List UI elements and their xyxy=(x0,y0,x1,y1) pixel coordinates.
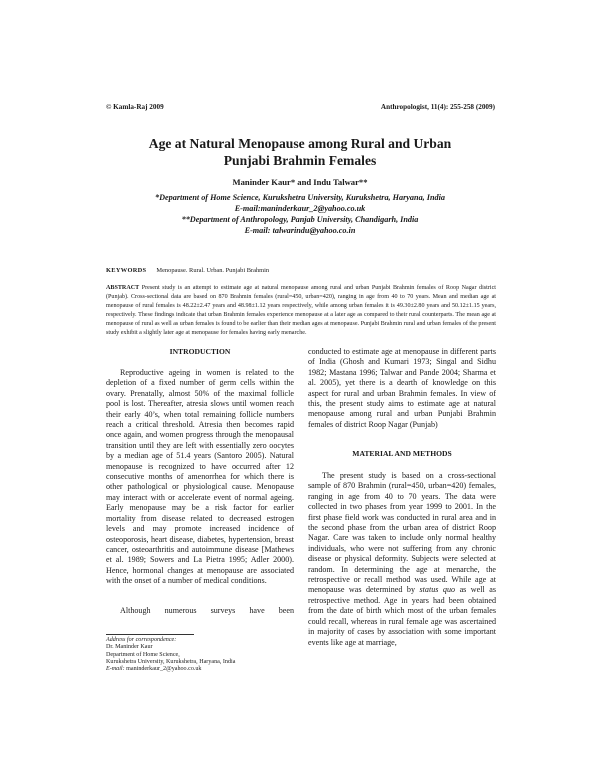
footnote-university: Kurukshetra University, Kurukshetra, Haryana, India xyxy=(106,658,236,665)
introduction-paragraph-3: conducted to estimate age at menopause in different parts of India (Ghosh and Kumari 1973; Singal and Sidhu 1982; Mastana 1996; Talwar and Pande 2004; Sharma et al. 2005), yet there is a dearth of knowledge on this aspect for rural and urban Brahmin females. In view of this, the present study aims to estimate age at natural menopause among rural and urban Punjabi Brahmin females of district Roop Nagar (Punjab) xyxy=(308,347,496,429)
footnote-email-label: E-mail: xyxy=(106,666,125,673)
journal-copyright: © Kamla-Raj 2009 xyxy=(106,103,164,111)
affiliation-2: **Department of Anthropology, Panjab University, Chandigarh, India xyxy=(181,215,419,224)
keywords xyxy=(106,267,269,274)
methods-heading: MATERIAL AND METHODS xyxy=(352,449,452,458)
correspondence-footnote xyxy=(106,637,296,673)
affiliation-2-email: E-mail: talwarindu@yahoo.co.in xyxy=(244,226,356,235)
author-list: Maninder Kaur* and Indu Talwar** xyxy=(232,177,368,187)
abstract-label: ABSTRACT xyxy=(106,285,140,291)
affiliation-1-email: E-mail:maninderkaur_2@yahoo.co.uk xyxy=(234,204,366,213)
methods-emphasis: status quo xyxy=(419,585,456,595)
methods-paragraph-1 xyxy=(308,471,496,648)
methods-text-a: The present study is based on a cross-sectional sample of 870 Brahmin (rural=450, urban=420) females, ranging in age from 40 to 70 years. The data were collected in two phases from year 1999 to 2001. In the first phase field work was conducted in rural area and in the second phase from the urban area of district Roop Nagar. Care was taken to include only normal healthy individuals, who were not suffering from any chronic disease or physical deformity. Subjects were selected at random. In determining the age at menarche, the retrospective or recall method was used. While age at menopause was determined by xyxy=(308,471,496,595)
keywords-label: KEYWORDS xyxy=(106,267,147,274)
introduction-paragraph-2: Although numerous surveys have been xyxy=(120,606,294,615)
title-line-2: Punjabi Brahmin Females xyxy=(223,152,377,168)
footnote-email-line xyxy=(106,666,296,673)
footnote-name: Dr. Maninder Kaur xyxy=(106,644,153,651)
footnote-heading: Address for correspondence: xyxy=(106,637,177,643)
introduction-heading: INTRODUCTION xyxy=(169,347,231,356)
journal-citation: Anthropologist, 11(4): 255-258 (2009) xyxy=(380,103,495,111)
affiliation-1: *Department of Home Science, Kurukshetra University, Kurukshetra, Haryana, India xyxy=(155,193,445,202)
title-line-1: Age at Natural Menopause among Rural and Urban xyxy=(148,136,452,151)
introduction-paragraph-1: Reproductive ageing in women is related to the depletion of a fixed number of germ cells within the ovary. Prenatally, almost 50% of the maximal follicle pool is lost. Thereafter, atresia slows until women reach their early 40’s, when total remaining follicle numbers reach a critical threshold. Atresia then becomes rapid once again, and women progress through the menopausal transition until they are left with essentially zero oocytes by a median age of 51.4 years (Santoro 2005). Natural menopause is recognized to have occurred after 12 consecutive months of amenorrhea for which there is other pathological or physiological cause. Menopause may interact with or accelerate event of normal ageing. Early menopause may be a risk factor for earlier mortality from disease related to decreased estrogen levels and may promote increased incidence of osteoporosis, heart disease, diabetes, hypertension, breast cancer, osteoarthritis and autoimmune disease [Mathews et al. 1989; Sowers and La Pietra 1995; Adler 2000). Hence, hormonal changes at menopause are associated with the onset of a number of medical conditions. xyxy=(106,368,294,586)
paper-title xyxy=(100,136,500,169)
footnote-email: maninderkaur_2@yahoo.co.uk xyxy=(124,666,202,673)
footnote-rule xyxy=(106,634,194,635)
footnote-department: Department of Home Science, xyxy=(106,651,180,658)
methods-text-b: as well as retrospective method. Age in years had been obtained from the date of birth which most of the urban females could recall, whereas in rural female age was ascertained in majority of cases by association with some important events like age at marriage, xyxy=(308,585,496,647)
abstract-text: Present study is an attempt to estimate age at natural menopause among rural and urban Punjabi Brahmin females of Roop Nagar district (Punjab). Cross-sectional data are based on 870 Brahmin females (rural=450, urban=420), ranging in age from 40 to 70 years. Mean and median age at menopause of rural females is 48.22±2.47 years and 48.98±1.12 years respectively, while among urban females it is 49.30±2.80 years and 50.12±1.15 years, respectively. These findings indicate that urban Brahmin females experience menopause at a later age as compared to their rural counterparts. The mean age at menopause of rural as well as urban females is found to be earlier than their median ages at menopause. Punjabi Brahmin rural and urban females of the present study exhibit a slightly later age at menopause for females having early menarche. xyxy=(106,285,496,336)
abstract xyxy=(106,284,496,338)
keywords-text: Menopause. Rural. Urban. Punjabi Brahmin xyxy=(156,267,270,274)
